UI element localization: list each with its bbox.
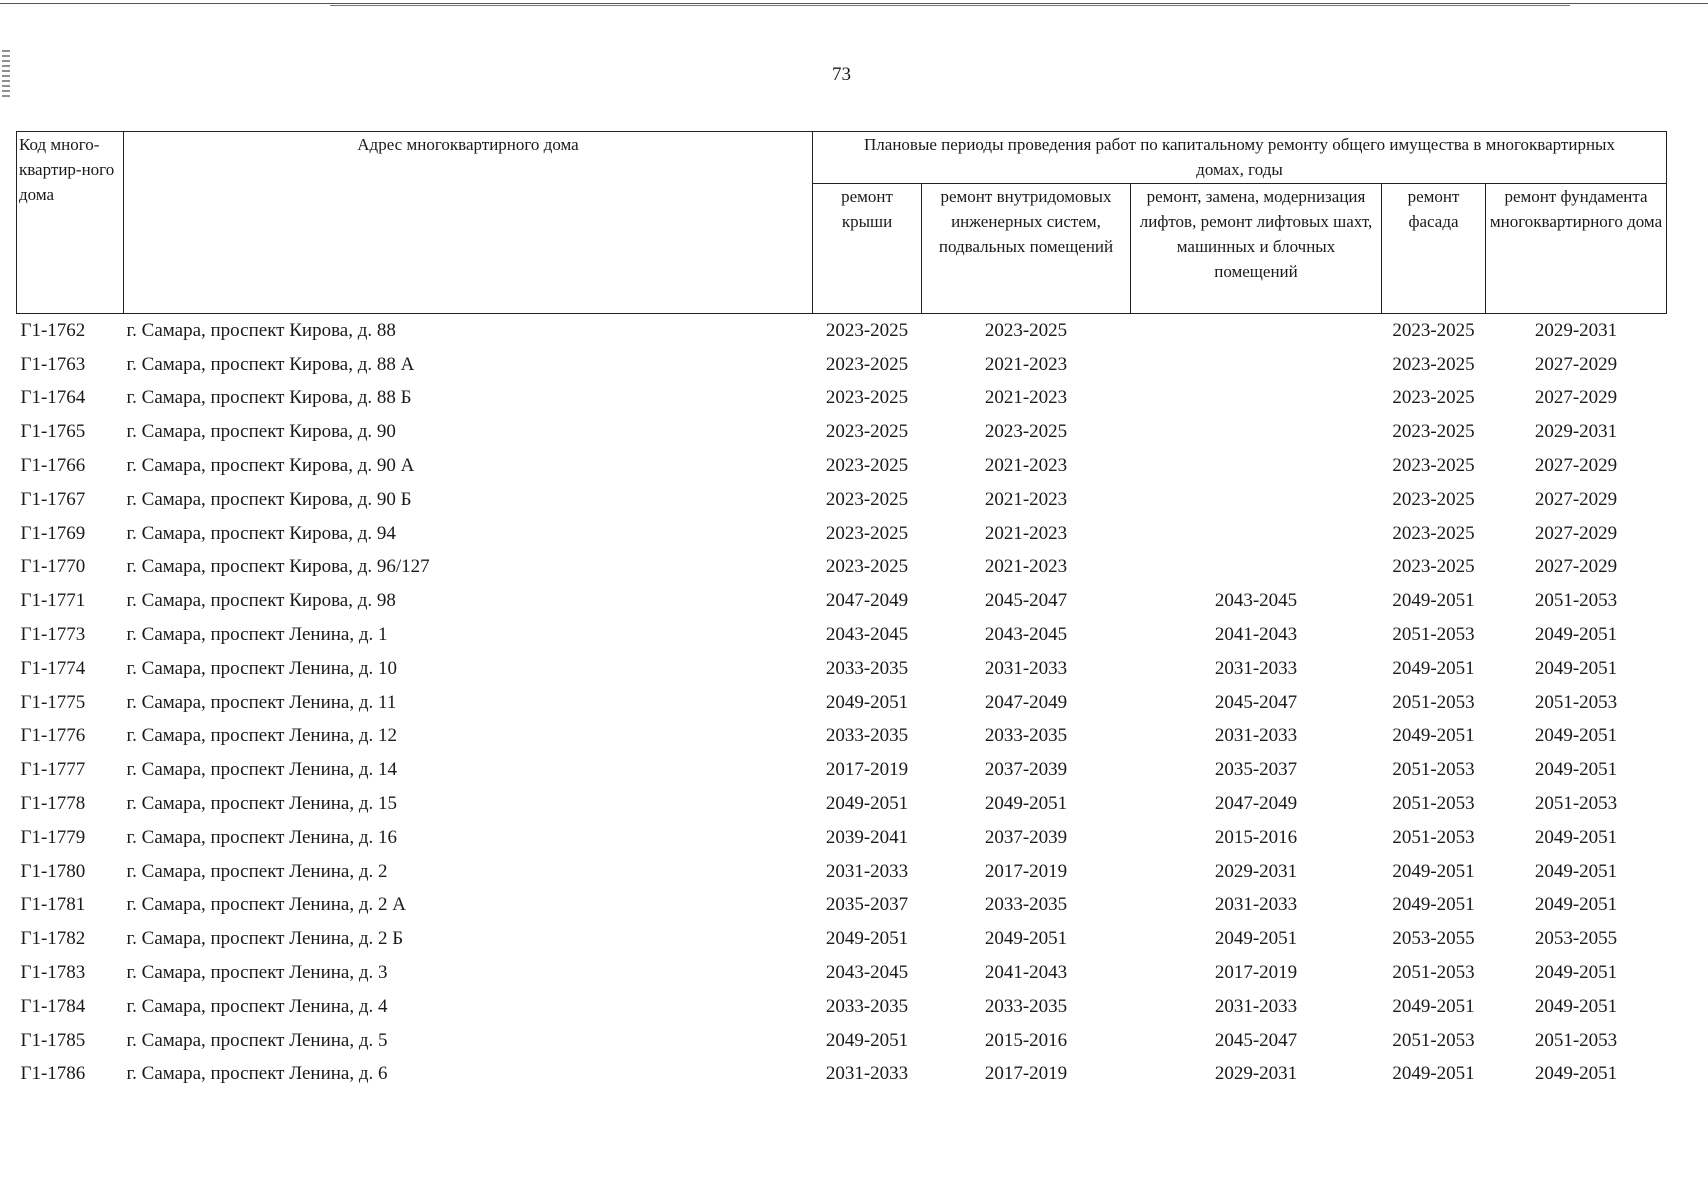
- cell-roof: 2023-2025: [825, 522, 909, 544]
- cell-lifts: 2015-2016: [1214, 826, 1298, 848]
- cell-foundation: 2029-2031: [1534, 319, 1618, 341]
- cell-roof: 2043-2045: [825, 624, 909, 646]
- table-row: [17, 990, 1667, 1024]
- cell-roof: 2023-2025: [825, 387, 909, 409]
- cell-lifts: 2029-2031: [1214, 860, 1298, 882]
- cell-code: Г1-1765: [20, 421, 86, 443]
- cell-code: Г1-1778: [20, 793, 86, 815]
- cell-foundation: 2049-2051: [1534, 826, 1618, 848]
- scan-artifact: [2, 50, 10, 100]
- cell-address: г. Самара, проспект Ленина, д. 5: [126, 1029, 388, 1051]
- cell-address: г. Самара, проспект Ленина, д. 2 Б: [126, 928, 404, 950]
- table-row: [17, 753, 1667, 787]
- cell-foundation: 2051-2053: [1534, 1029, 1618, 1051]
- cell-lifts: 2029-2031: [1214, 1063, 1298, 1085]
- cell-facade: 2051-2053: [1392, 793, 1475, 815]
- cell-systems: 2041-2043: [984, 962, 1068, 984]
- table-row: [17, 618, 1667, 652]
- cell-roof: 2023-2025: [825, 556, 909, 578]
- cell-code: Г1-1775: [20, 691, 86, 713]
- header-systems: ремонт внутридомовых инженерных систем, подвальных помещений: [922, 184, 1131, 314]
- cell-code: Г1-1764: [20, 387, 86, 409]
- table-row: [17, 348, 1667, 382]
- scan-border-line: [0, 3, 1708, 4]
- page-number: 73: [832, 64, 851, 85]
- cell-roof: 2047-2049: [825, 590, 909, 612]
- cell-facade: 2049-2051: [1392, 657, 1475, 679]
- cell-systems: 2021-2023: [984, 353, 1068, 375]
- cell-address: г. Самара, проспект Ленина, д. 6: [126, 1063, 388, 1085]
- cell-foundation: 2049-2051: [1534, 624, 1618, 646]
- table-row: [17, 855, 1667, 889]
- cell-facade: 2049-2051: [1392, 995, 1475, 1017]
- cell-facade: 2051-2053: [1392, 624, 1475, 646]
- cell-foundation: 2051-2053: [1534, 793, 1618, 815]
- cell-address: г. Самара, проспект Ленина, д. 15: [126, 793, 398, 815]
- cell-foundation: 2029-2031: [1534, 421, 1618, 443]
- cell-roof: 2049-2051: [825, 1029, 909, 1051]
- cell-facade: 2049-2051: [1392, 1063, 1475, 1085]
- table-row: [17, 483, 1667, 517]
- cell-code: Г1-1762: [20, 319, 86, 341]
- table-row: [17, 415, 1667, 449]
- cell-code: Г1-1777: [20, 759, 86, 781]
- cell-facade: 2051-2053: [1392, 759, 1475, 781]
- cell-foundation: 2049-2051: [1534, 962, 1618, 984]
- cell-systems: 2021-2023: [984, 522, 1068, 544]
- cell-address: г. Самара, проспект Ленина, д. 16: [126, 826, 398, 848]
- cell-address: г. Самара, проспект Ленина, д. 11: [126, 691, 397, 713]
- table-row: [17, 449, 1667, 483]
- cell-foundation: 2027-2029: [1534, 387, 1618, 409]
- cell-code: Г1-1781: [20, 894, 86, 916]
- cell-lifts: 2031-2033: [1214, 894, 1298, 916]
- cell-facade: 2051-2053: [1392, 962, 1475, 984]
- table-row: [17, 787, 1667, 821]
- cell-roof: 2031-2033: [825, 1063, 909, 1085]
- table-row: [17, 1058, 1667, 1092]
- cell-facade: 2049-2051: [1392, 860, 1475, 882]
- table-row: [17, 686, 1667, 720]
- cell-lifts: 2045-2047: [1214, 691, 1298, 713]
- table-row: [17, 517, 1667, 551]
- cell-lifts: [1131, 415, 1382, 449]
- cell-roof: 2039-2041: [825, 826, 909, 848]
- repair-schedule-table: [16, 131, 1667, 1091]
- cell-lifts: [1131, 382, 1382, 416]
- cell-systems: 2049-2051: [984, 928, 1068, 950]
- cell-roof: 2033-2035: [825, 725, 909, 747]
- cell-code: Г1-1767: [20, 488, 86, 510]
- cell-foundation: 2049-2051: [1534, 995, 1618, 1017]
- cell-code: Г1-1780: [20, 860, 86, 882]
- cell-foundation: 2049-2051: [1534, 725, 1618, 747]
- cell-facade: 2023-2025: [1392, 353, 1475, 375]
- cell-roof: 2043-2045: [825, 962, 909, 984]
- cell-systems: 2033-2035: [984, 995, 1068, 1017]
- cell-foundation: 2027-2029: [1534, 556, 1618, 578]
- cell-address: г. Самара, проспект Кирова, д. 90 Б: [126, 488, 412, 510]
- cell-code: Г1-1763: [20, 353, 86, 375]
- table-row: [17, 652, 1667, 686]
- cell-address: г. Самара, проспект Кирова, д. 94: [126, 522, 396, 544]
- cell-foundation: 2027-2029: [1534, 455, 1618, 477]
- cell-systems: 2031-2033: [984, 657, 1068, 679]
- table-row: [17, 956, 1667, 990]
- cell-address: г. Самара, проспект Кирова, д. 88: [126, 319, 396, 341]
- cell-lifts: [1131, 551, 1382, 585]
- cell-systems: 2049-2051: [984, 793, 1068, 815]
- cell-roof: 2033-2035: [825, 995, 909, 1017]
- cell-lifts: 2031-2033: [1214, 725, 1298, 747]
- table-row: [17, 314, 1667, 348]
- cell-systems: 2033-2035: [984, 894, 1068, 916]
- cell-code: Г1-1770: [20, 556, 86, 578]
- header-roof: ремонт крыши: [813, 184, 922, 314]
- table-body: [17, 314, 1667, 1092]
- cell-systems: 2021-2023: [984, 488, 1068, 510]
- cell-lifts: 2017-2019: [1214, 962, 1298, 984]
- cell-address: г. Самара, проспект Кирова, д. 88 А: [126, 353, 415, 375]
- header-periods: Плановые периоды проведения работ по капитальному ремонту общего имущества в многоквартирных домах, годы: [813, 132, 1667, 184]
- table-row: [17, 889, 1667, 923]
- cell-foundation: 2051-2053: [1534, 590, 1618, 612]
- cell-roof: 2035-2037: [825, 894, 909, 916]
- cell-address: г. Самара, проспект Ленина, д. 12: [126, 725, 398, 747]
- cell-roof: 2049-2051: [825, 928, 909, 950]
- cell-code: Г1-1766: [20, 455, 86, 477]
- cell-roof: 2049-2051: [825, 793, 909, 815]
- cell-roof: 2023-2025: [825, 421, 909, 443]
- cell-address: г. Самара, проспект Ленина, д. 4: [126, 995, 388, 1017]
- cell-lifts: [1131, 517, 1382, 551]
- table-row: [17, 584, 1667, 618]
- cell-address: г. Самара, проспект Кирова, д. 98: [126, 590, 396, 612]
- cell-address: г. Самара, проспект Ленина, д. 3: [126, 962, 388, 984]
- cell-roof: 2017-2019: [825, 759, 909, 781]
- cell-roof: 2033-2035: [825, 657, 909, 679]
- cell-foundation: 2049-2051: [1534, 759, 1618, 781]
- cell-systems: 2021-2023: [984, 387, 1068, 409]
- cell-facade: 2023-2025: [1392, 522, 1475, 544]
- cell-roof: 2023-2025: [825, 455, 909, 477]
- cell-foundation: 2049-2051: [1534, 1063, 1618, 1085]
- cell-code: Г1-1786: [20, 1063, 86, 1085]
- table-row: [17, 382, 1667, 416]
- cell-code: Г1-1785: [20, 1029, 86, 1051]
- cell-lifts: 2031-2033: [1214, 657, 1298, 679]
- cell-lifts: 2047-2049: [1214, 793, 1298, 815]
- cell-lifts: [1131, 449, 1382, 483]
- cell-facade: 2049-2051: [1392, 894, 1475, 916]
- cell-systems: 2037-2039: [984, 759, 1068, 781]
- cell-facade: 2023-2025: [1392, 421, 1475, 443]
- scan-border-line: [330, 5, 1570, 6]
- cell-address: г. Самара, проспект Ленина, д. 14: [126, 759, 398, 781]
- header-facade: ремонт фасада: [1382, 184, 1486, 314]
- cell-foundation: 2027-2029: [1534, 522, 1618, 544]
- cell-facade: 2051-2053: [1392, 826, 1475, 848]
- cell-facade: 2023-2025: [1392, 556, 1475, 578]
- cell-code: Г1-1771: [20, 590, 86, 612]
- cell-facade: 2051-2053: [1392, 1029, 1475, 1051]
- cell-facade: 2023-2025: [1392, 488, 1475, 510]
- header-address: Адрес многоквартирного дома: [124, 132, 813, 314]
- cell-address: г. Самара, проспект Кирова, д. 96/127: [126, 556, 430, 578]
- cell-roof: 2049-2051: [825, 691, 909, 713]
- cell-code: Г1-1784: [20, 995, 86, 1017]
- cell-address: г. Самара, проспект Ленина, д. 2: [126, 860, 388, 882]
- cell-facade: 2049-2051: [1392, 590, 1475, 612]
- cell-systems: 2015-2016: [984, 1029, 1068, 1051]
- cell-facade: 2023-2025: [1392, 319, 1475, 341]
- cell-systems: 2021-2023: [984, 556, 1068, 578]
- cell-lifts: 2031-2033: [1214, 995, 1298, 1017]
- cell-lifts: 2041-2043: [1214, 624, 1298, 646]
- cell-code: Г1-1779: [20, 826, 86, 848]
- cell-systems: 2021-2023: [984, 455, 1068, 477]
- cell-address: г. Самара, проспект Кирова, д. 90: [126, 421, 396, 443]
- cell-code: Г1-1783: [20, 962, 86, 984]
- table-row: [17, 821, 1667, 855]
- cell-foundation: 2053-2055: [1534, 928, 1618, 950]
- cell-systems: 2045-2047: [984, 590, 1068, 612]
- cell-facade: 2023-2025: [1392, 455, 1475, 477]
- cell-foundation: 2049-2051: [1534, 860, 1618, 882]
- cell-roof: 2023-2025: [825, 353, 909, 375]
- cell-address: г. Самара, проспект Кирова, д. 90 А: [126, 455, 415, 477]
- cell-lifts: 2045-2047: [1214, 1029, 1298, 1051]
- cell-systems: 2043-2045: [984, 624, 1068, 646]
- cell-lifts: [1131, 314, 1382, 348]
- table-row: [17, 1024, 1667, 1058]
- cell-systems: 2023-2025: [984, 319, 1068, 341]
- cell-code: Г1-1774: [20, 657, 86, 679]
- cell-roof: 2023-2025: [825, 488, 909, 510]
- cell-systems: 2023-2025: [984, 421, 1068, 443]
- cell-systems: 2033-2035: [984, 725, 1068, 747]
- table-row: [17, 922, 1667, 956]
- cell-lifts: 2043-2045: [1214, 590, 1298, 612]
- cell-address: г. Самара, проспект Ленина, д. 10: [126, 657, 398, 679]
- cell-roof: 2023-2025: [825, 319, 909, 341]
- cell-code: Г1-1782: [20, 928, 86, 950]
- cell-foundation: 2049-2051: [1534, 894, 1618, 916]
- cell-code: Г1-1769: [20, 522, 86, 544]
- cell-code: Г1-1776: [20, 725, 86, 747]
- cell-address: г. Самара, проспект Ленина, д. 2 А: [126, 894, 406, 916]
- header-code: Код много-квартир-ного дома: [17, 132, 124, 314]
- cell-foundation: 2049-2051: [1534, 657, 1618, 679]
- cell-lifts: 2035-2037: [1214, 759, 1298, 781]
- cell-facade: 2051-2053: [1392, 691, 1475, 713]
- header-lifts: ремонт, замена, модернизация лифтов, ремонт лифтовых шахт, машинных и блочных помещений: [1131, 184, 1382, 314]
- table-row: [17, 551, 1667, 585]
- cell-foundation: 2051-2053: [1534, 691, 1618, 713]
- header-foundation: ремонт фундамента многоквартирного дома: [1486, 184, 1667, 314]
- cell-facade: 2023-2025: [1392, 387, 1475, 409]
- cell-facade: 2049-2051: [1392, 725, 1475, 747]
- cell-systems: 2017-2019: [984, 1063, 1068, 1085]
- cell-code: Г1-1773: [20, 624, 86, 646]
- cell-lifts: [1131, 348, 1382, 382]
- cell-systems: 2037-2039: [984, 826, 1068, 848]
- cell-foundation: 2027-2029: [1534, 488, 1618, 510]
- cell-lifts: 2049-2051: [1214, 928, 1298, 950]
- cell-roof: 2031-2033: [825, 860, 909, 882]
- cell-systems: 2047-2049: [984, 691, 1068, 713]
- cell-address: г. Самара, проспект Ленина, д. 1: [126, 624, 388, 646]
- cell-foundation: 2027-2029: [1534, 353, 1618, 375]
- cell-lifts: [1131, 483, 1382, 517]
- cell-address: г. Самара, проспект Кирова, д. 88 Б: [126, 387, 412, 409]
- cell-systems: 2017-2019: [984, 860, 1068, 882]
- table-row: [17, 720, 1667, 754]
- cell-facade: 2053-2055: [1392, 928, 1475, 950]
